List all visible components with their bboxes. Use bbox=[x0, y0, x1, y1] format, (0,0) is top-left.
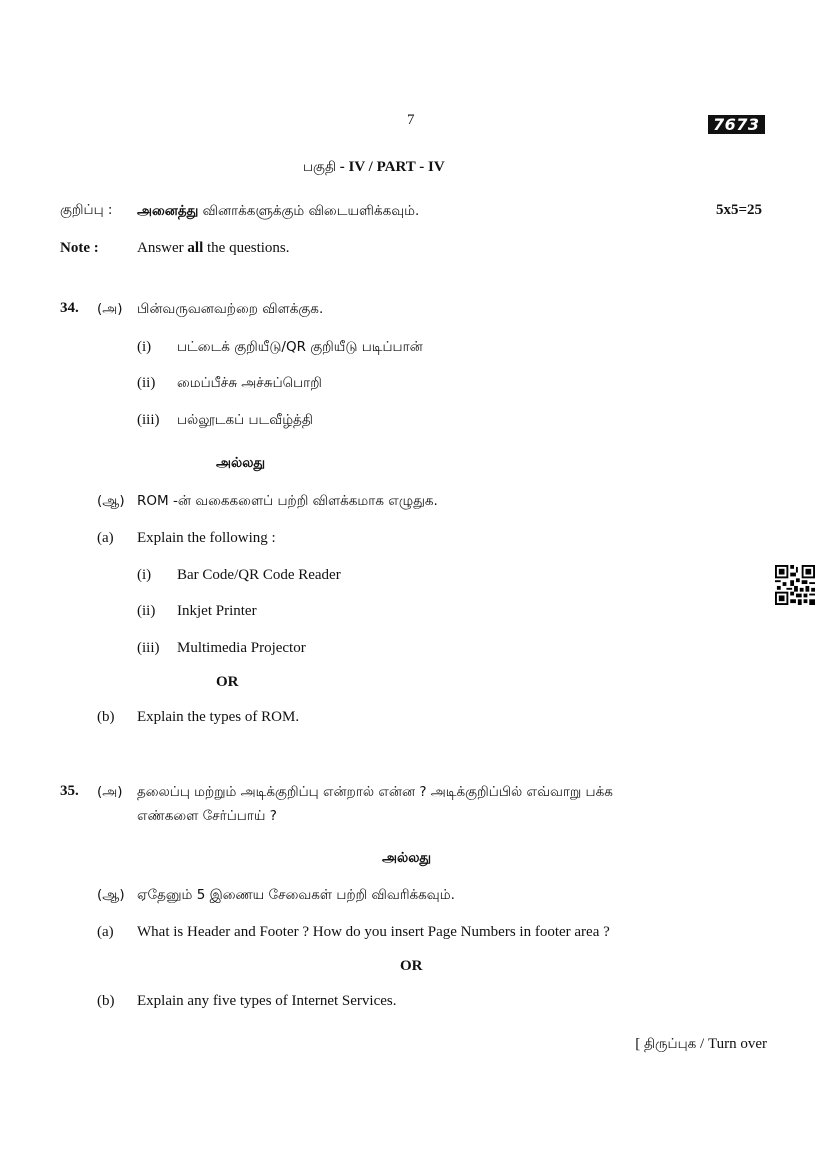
q34-a-tamil-marker: (அ) bbox=[97, 301, 123, 317]
q35-a-tamil-marker: (அ) bbox=[97, 784, 123, 800]
q34-item-2-num: (ii) bbox=[137, 603, 156, 619]
note-english-text-after: the questions. bbox=[203, 240, 290, 256]
q34-tamil-item-2-num: (ii) bbox=[137, 375, 156, 391]
q35-a-text: What is Header and Footer ? How do you insert Page Numbers in footer area ? bbox=[137, 924, 610, 940]
q34-tamil-item-1-num: (i) bbox=[137, 339, 152, 355]
q34-tamil-item-2-text: மைப்பீச்சு அச்சுப்பொறி bbox=[177, 375, 322, 391]
question-34-number: 34. bbox=[60, 300, 79, 316]
q34-a-text: Explain the following : bbox=[137, 530, 276, 546]
note-tamil-line bbox=[137, 202, 419, 221]
question-35-number: 35. bbox=[60, 783, 79, 799]
q34-or-tamil: அல்லது bbox=[216, 455, 266, 471]
q35-a-marker: (a) bbox=[97, 924, 114, 940]
footer-english: Turn over bbox=[707, 1036, 767, 1052]
q35-a-tamil-line-1: தலைப்பு மற்றும் அடிக்குறிப்பு என்றால் என்ன ? அடிக்குறிப்பில் எவ்வாறு பக்க bbox=[137, 784, 613, 800]
q34-b-marker: (b) bbox=[97, 709, 115, 725]
marks: 5x5=25 bbox=[716, 202, 763, 218]
qr-code-icon bbox=[775, 565, 815, 605]
q34-tamil-item-3-text: பல்லூடகப் படவீழ்த்தி bbox=[177, 412, 313, 428]
q34-a-tamil-text: பின்வருவனவற்றை விளக்குக. bbox=[137, 301, 324, 317]
footer-separator: / bbox=[696, 1036, 708, 1052]
q35-b-tamil-marker: (ஆ) bbox=[97, 887, 125, 903]
q34-b-tamil-text: ROM -ன் வகைகளைப் பற்றி விளக்கமாக எழுதுக. bbox=[137, 493, 438, 509]
q34-tamil-item-3-num: (iii) bbox=[137, 412, 160, 428]
page-number: 7 bbox=[407, 112, 415, 128]
q34-item-1-text: Bar Code/QR Code Reader bbox=[177, 567, 341, 583]
note-english-label: Note : bbox=[60, 240, 99, 256]
q34-b-text: Explain the types of ROM. bbox=[137, 709, 300, 725]
note-english-text-before: Answer bbox=[137, 240, 188, 256]
q34-item-1-num: (i) bbox=[137, 567, 152, 583]
q34-item-3-num: (iii) bbox=[137, 640, 160, 656]
note-english-bold: all bbox=[187, 240, 204, 256]
q34-a-marker: (a) bbox=[97, 530, 114, 546]
footer-tamil: திருப்புக bbox=[643, 1036, 697, 1052]
paper-code-badge: 7673 bbox=[708, 115, 765, 134]
part-heading-english: - IV / PART - IV bbox=[336, 159, 445, 175]
q35-b-tamil-text: ஏதேனும் 5 இணைய சேவைகள் பற்றி விவரிக்கவும். bbox=[137, 887, 455, 903]
turn-over-footer bbox=[635, 1035, 767, 1054]
q34-tamil-item-1-text: பட்டைக் குறியீடு/QR குறியீடு படிப்பான் bbox=[177, 339, 423, 355]
part-heading bbox=[303, 158, 445, 177]
q35-or-tamil: அல்லது bbox=[382, 850, 432, 866]
footer-bracket: [ bbox=[635, 1036, 644, 1052]
note-english-line bbox=[137, 240, 290, 257]
q34-item-2-text: Inkjet Printer bbox=[177, 603, 257, 619]
q35-or-english: OR bbox=[400, 958, 423, 974]
q34-or-english: OR bbox=[216, 674, 239, 690]
part-heading-tamil: பகுதி bbox=[303, 159, 337, 175]
q34-item-3-text: Multimedia Projector bbox=[177, 640, 306, 656]
q35-b-text: Explain any five types of Internet Services. bbox=[137, 993, 397, 1009]
q34-b-tamil-marker: (ஆ) bbox=[97, 493, 125, 509]
q35-b-marker: (b) bbox=[97, 993, 115, 1009]
note-tamil-bold: அனைத்து bbox=[137, 203, 199, 219]
note-tamil-label: குறிப்பு : bbox=[60, 202, 113, 218]
q35-a-tamil-line-2: எண்களை சேர்ப்பாய் ? bbox=[137, 808, 277, 824]
note-tamil-text: வினாக்களுக்கும் விடையளிக்கவும். bbox=[198, 203, 420, 219]
